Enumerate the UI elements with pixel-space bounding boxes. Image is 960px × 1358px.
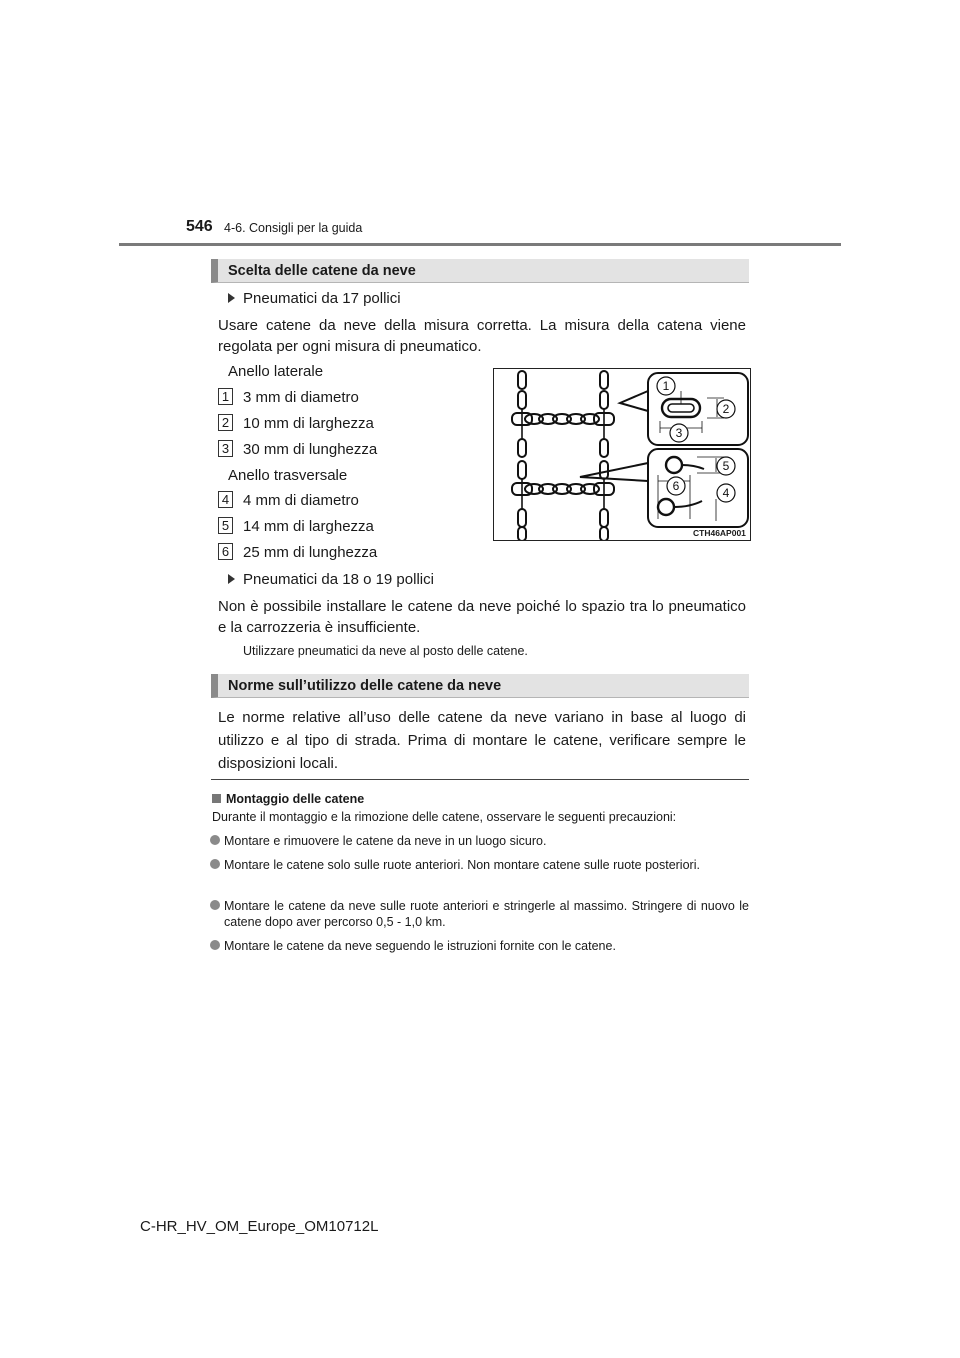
section-title-bar bbox=[211, 259, 749, 283]
bullet-dot-icon bbox=[210, 940, 220, 950]
note-item: Montare le catene solo sulle ruote anteriori. Non montare catene sulle ruote posteriori. bbox=[224, 857, 749, 873]
item-number-box: 3 bbox=[218, 440, 233, 457]
intro-paragraph: Usare catene da neve della misura corretta. La misura della catena viene regolata per ogni misura di pneumatico. bbox=[218, 317, 746, 355]
no-chains-paragraph: Non è possibile installare le catene da neve poiché lo spazio tra lo pneumatico e la carrozzeria è insufficiente. bbox=[218, 598, 746, 636]
item-number-box: 1 bbox=[218, 388, 233, 405]
notes-intro: Durante il montaggio e la rimozione delle catene, osservare le seguenti precauzioni: bbox=[212, 810, 677, 824]
section-title: Scelta delle catene da neve bbox=[228, 263, 416, 279]
triangle-bullet-icon bbox=[228, 293, 235, 303]
callout-1: 1 bbox=[662, 379, 670, 393]
callout-2: 2 bbox=[722, 402, 730, 416]
bullet-dot-icon bbox=[210, 900, 220, 910]
callout-3: 3 bbox=[675, 426, 683, 440]
header-rule bbox=[119, 243, 841, 246]
item-text: 10 mm di larghezza bbox=[243, 415, 374, 432]
document-code: C-HR_HV_OM_Europe_OM10712L bbox=[140, 1218, 379, 1235]
snow-chain-diagram bbox=[494, 369, 750, 540]
page-number: 546 bbox=[186, 218, 213, 235]
item-text: 14 mm di larghezza bbox=[243, 518, 374, 535]
note-item: Montare le catene da neve sulle ruote anteriori e stringerle al massimo. Stringere di nuovo le catene dopo aver percorso 0,5 - 1,0 km. bbox=[224, 898, 749, 930]
subhead-18-19-inch: Pneumatici da 18 o 19 pollici bbox=[228, 570, 434, 590]
note-item: Montare le catene da neve seguendo le istruzioni fornite con le catene. bbox=[224, 938, 749, 954]
side-ring-label: Anello laterale bbox=[228, 363, 324, 380]
item-number-box: 2 bbox=[218, 414, 233, 431]
section-path: 4-6. Consigli per la guida bbox=[224, 221, 363, 235]
notes-rule bbox=[211, 779, 749, 780]
item-text: 3 mm di diametro bbox=[243, 389, 359, 406]
subhead-17-inch: Pneumatici da 17 pollici bbox=[228, 289, 401, 309]
cross-ring-label: Anello trasversale bbox=[228, 467, 348, 484]
section-title: Norme sull’utilizzo delle catene da neve bbox=[228, 678, 502, 694]
item-text: 4 mm di diametro bbox=[243, 492, 359, 509]
item-number-box: 5 bbox=[218, 517, 233, 534]
section-title-bar bbox=[211, 674, 749, 698]
snow-tire-note: Utilizzare pneumatici da neve al posto delle catene. bbox=[243, 644, 528, 658]
triangle-bullet-icon bbox=[228, 574, 235, 584]
notes-heading: Montaggio delle catene bbox=[212, 792, 364, 806]
note-item: Montare e rimuovere le catene da neve in un luogo sicuro. bbox=[224, 833, 749, 849]
item-text: 25 mm di lunghezza bbox=[243, 544, 378, 561]
figure-code: CTH46AP001 bbox=[693, 528, 746, 538]
regulations-paragraph: Le norme relative all’uso delle catene da neve variano in base al luogo di utilizzo e al tipo di strada. Prima di montare le catene, verificare sempre le disposizioni locali. bbox=[218, 709, 746, 772]
callout-6: 6 bbox=[672, 479, 680, 493]
item-number-box: 4 bbox=[218, 491, 233, 508]
bullet-dot-icon bbox=[210, 835, 220, 845]
snow-chain-figure bbox=[493, 368, 751, 541]
bullet-dot-icon bbox=[210, 859, 220, 869]
callout-4: 4 bbox=[722, 486, 730, 500]
item-number-box: 6 bbox=[218, 543, 233, 560]
callout-5: 5 bbox=[722, 459, 730, 473]
item-text: 30 mm di lunghezza bbox=[243, 441, 378, 458]
